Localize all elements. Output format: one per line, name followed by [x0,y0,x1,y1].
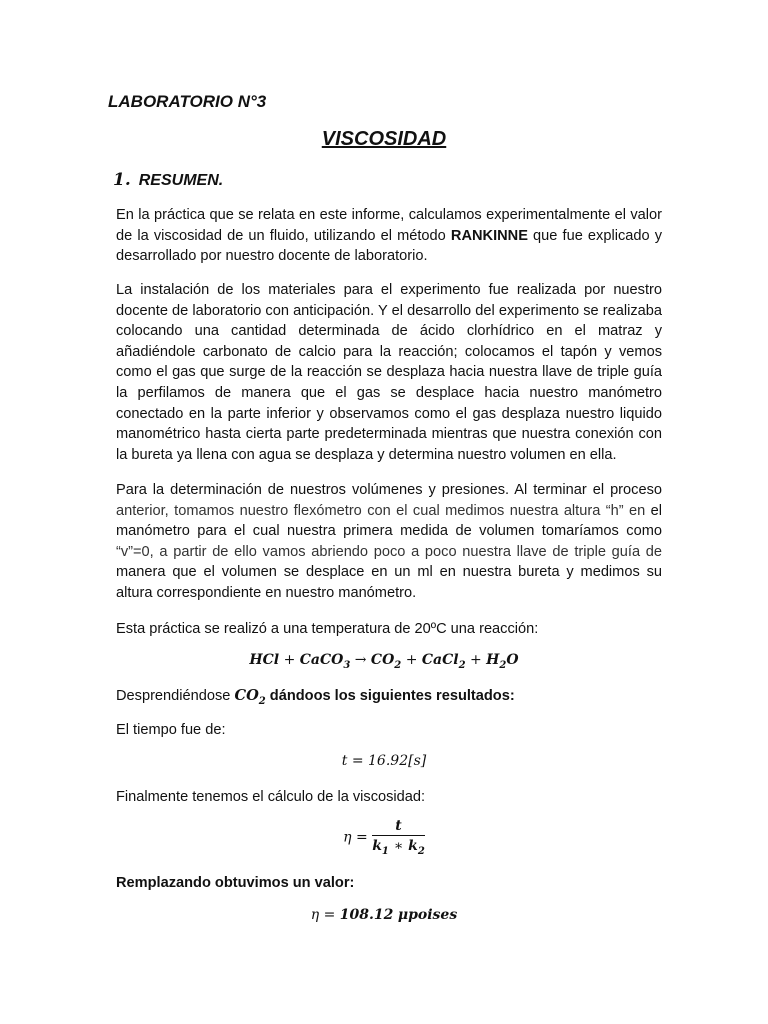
measurement-line-b: anterior, tomamos nuestro flexómetro con el cual medimos nuestra altura “h” en [116,502,646,519]
paragraph-viscosity-label: Finalmente tenemos el cálculo de la viscosidad: [116,789,426,805]
main-title: VISCOSIDAD [321,128,447,150]
paragraph-replacement: Remplazando obtuvimos un valor: [116,875,355,891]
section-number: 1. [113,170,131,190]
reaction-equation: HCl + CaCO$_3$ → $CO_2$ + CaCl$_2$ + $H_2O$ [249,652,519,671]
co2-formula: $CO_2$ [234,687,266,707]
measurement-line-e: manera que el volumen se desplace en un ml en nuestra bureta y medimos su altura correspondiente en nuestro manómetro. [116,564,662,601]
paragraph-intro [116,205,662,267]
lab-title: LABORATORIO N°3 [108,92,267,111]
paragraph-time-label: El tiempo fue de: [116,722,226,738]
paragraph-measurement [116,480,662,604]
fraction-denominator: $k_1$ ∗ $k_2$ [372,838,425,857]
section-heading [113,170,223,190]
paragraph-intro-text-a: En la práctica que se relata en este informe, calculamos experimentalmente el valor de la viscosidad de un fluido, utilizando el método [116,207,662,244]
measurement-line-d: “v”=0, a partir de ello vamos abriendo poco a poco nuestra llave de triple guía de [116,543,662,560]
results-intro-text-b: dándoos los siguientes resultados: [265,688,515,704]
paragraph-intro-text-b: que fue explicado y desarrollado por nuestro docente de laboratorio. [116,227,663,265]
paragraph-temperature: Esta práctica se realizó a una temperatura de 20ºC una reacción: [116,621,539,637]
measurement-line-a: Para la determinación de nuestros volúmenes y presiones. Al terminar el proceso [116,482,662,498]
result-unit: μpoises [397,907,458,923]
result-equation [0,907,768,923]
time-equation: t = 16.92[s] [341,753,427,769]
measurement-line-c: el manómetro para el cual nuestra primera medida de volumen tomaríamos como [116,502,662,540]
method-name: RANKINNE [450,227,528,244]
viscosity-lhs: η = [343,829,368,846]
paragraph-procedure: La instalación de los materiales para el experimento fue realizada por nuestro docente de laboratorio con anticipación. Y el desarrollo del experimento se realizaba colocando una cantidad determinada de ácido clorhídrico en el matraz y añadiéndole carbonato de calcio para la reacción; colocamos el tapón y vemos como el gas que surge de la reacción se desplaza hacia nuestra llave de triple guía la perfilamos de manera que el gas se desplace hacia nuestro manómetro conectado en la parte inferior y observamos como el gas desplaza nuestro liquido manométrico hasta cierta parte predeterminada mientras que nuestra conexión con la bureta ya llena con agua se desplaza y determina nuestro volumen en ella. [116,282,662,463]
section-title: RESUMEN. [138,172,224,189]
paragraph-results-intro [116,686,662,713]
viscosity-fraction [372,818,425,857]
results-intro-text-a: Desprendiéndose [116,688,235,704]
result-value: 108.12 [339,907,394,923]
result-lhs: η = [310,907,336,923]
viscosity-formula [0,818,768,857]
fraction-numerator: t [372,818,425,836]
